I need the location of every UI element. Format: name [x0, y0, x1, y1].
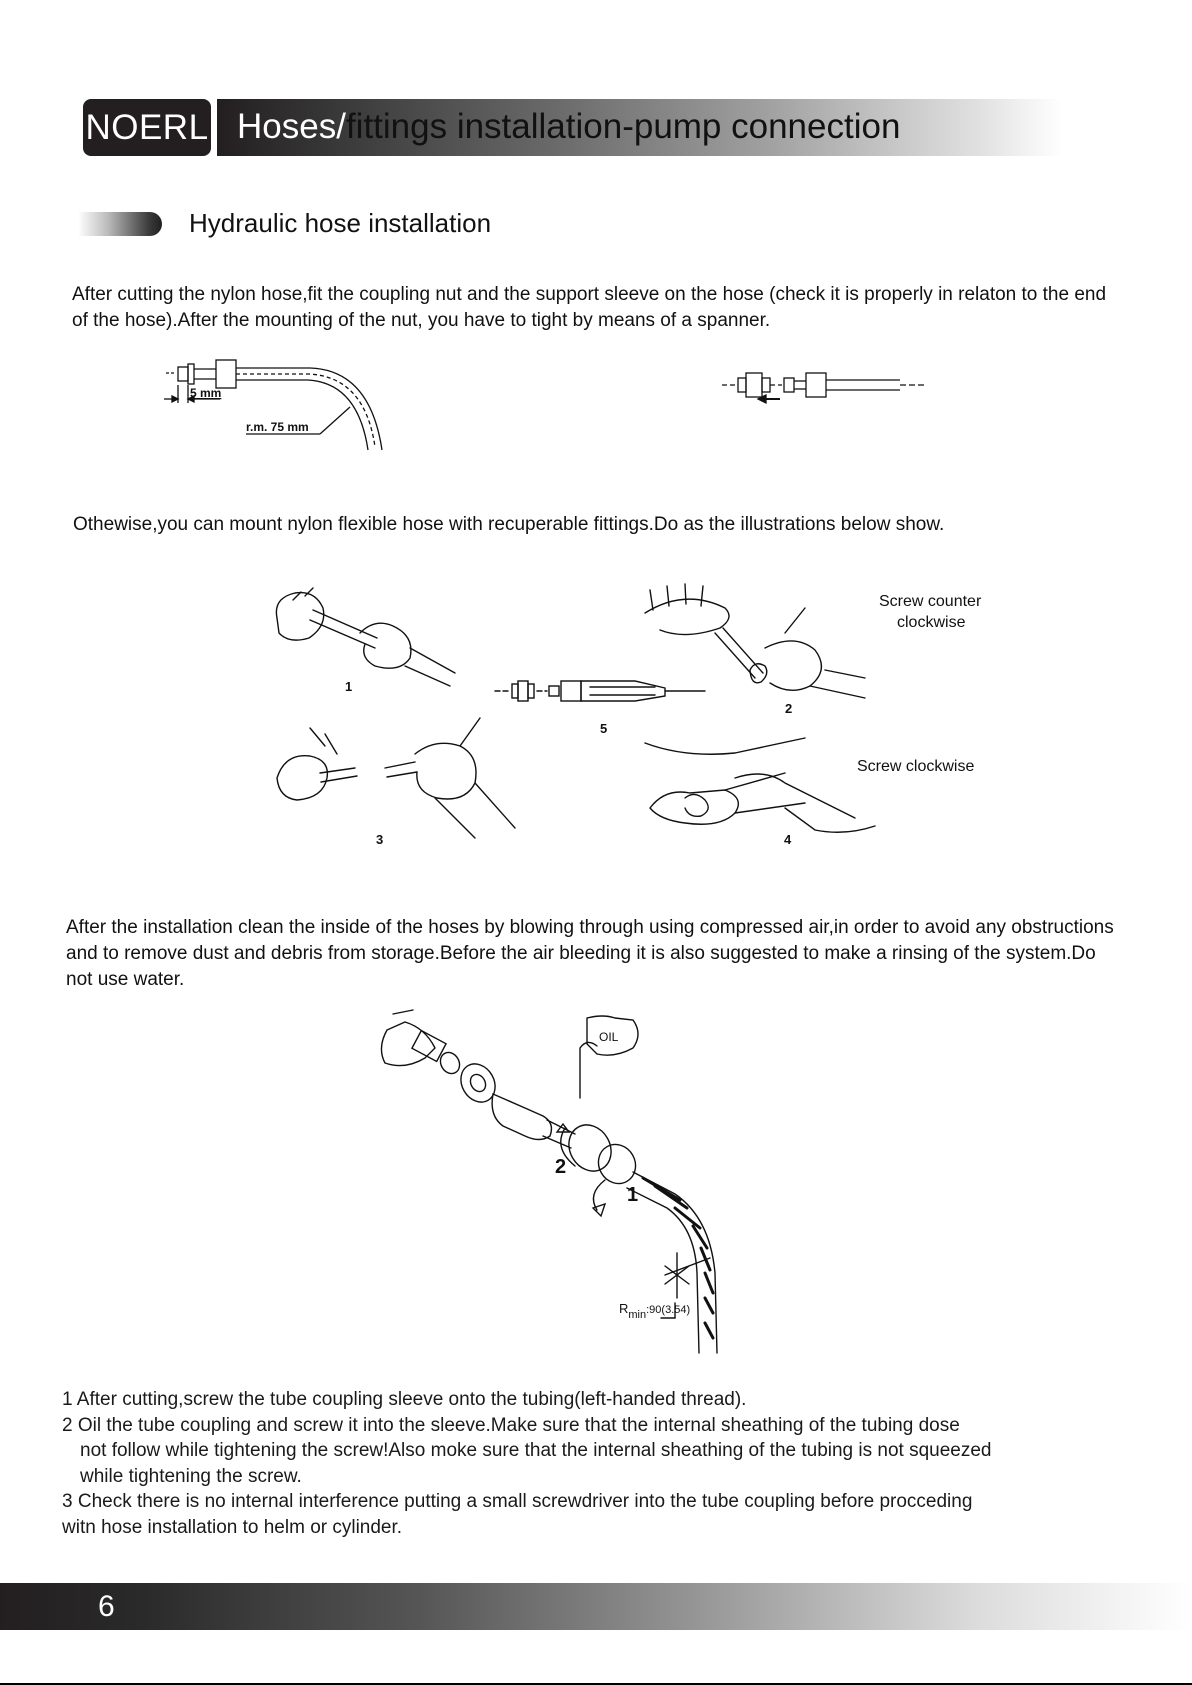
instruction-3a: 3 Check there is no internal interference putting a small screwdriver into the tube coupling before procceding — [62, 1491, 973, 1512]
rmin-label — [619, 1301, 690, 1321]
recuperable-fittings-diagram — [265, 578, 1005, 848]
instruction-3b: witn hose installation to helm or cylinder. — [62, 1516, 403, 1538]
rmin-r: R — [619, 1301, 629, 1316]
paragraph-cutting: After cutting the nylon hose,fit the coupling nut and the support sleeve on the hose (check it is properly in relaton to the end of the hose).After the mounting of the nut, you have to tight by means of a spanner. — [72, 284, 1107, 331]
tube-coupling-diagram — [375, 1008, 795, 1368]
hose-bend-diagram — [160, 355, 400, 455]
note-counter-clockwise-line1: Screw counter — [879, 593, 982, 610]
step-4-label: 4 — [784, 832, 792, 847]
rmin-value: :90(3.54) — [646, 1304, 691, 1316]
fitting-assembly-diagram — [720, 365, 930, 415]
instruction-1: 1 After cutting,screw the tube coupling sleeve onto the tubing(left-handed thread). — [62, 1389, 747, 1410]
paragraph-cleaning: After the installation clean the inside of the hoses by blowing through using compressed air,in order to avoid any obstructions and to remove dust and debris from storage.Before the air bleeding it is also suggested to make a rinsing of the system.Do not use water. — [66, 917, 1114, 990]
note-counter-clockwise-line2: clockwise — [897, 614, 966, 631]
section-title: Hydraulic hose installation — [189, 208, 492, 238]
footer-bar — [0, 1583, 1192, 1630]
instruction-list — [62, 1387, 1142, 1540]
brand-logo: NOERL — [83, 99, 211, 156]
step-5-label: 5 — [600, 721, 608, 736]
page-number: 6 — [98, 1590, 115, 1623]
dim-radius-label: r.m. 75 mm — [246, 420, 309, 434]
page-title — [237, 104, 900, 150]
paragraph-alternative: Othewise,you can mount nylon flexible hose with recuperable fittings.Do as the illustrations below show. — [73, 514, 945, 535]
page-title-rest: fittings installation-pump connection — [345, 107, 901, 146]
oil-label: OIL — [599, 1030, 619, 1044]
instruction-2b: not follow while tightening the screw!Also moke sure that the internal sheathing of the tubing is not squeezed — [80, 1440, 992, 1461]
coupling-step-2-label: 2 — [555, 1156, 567, 1178]
rmin-subscript: min — [628, 1309, 647, 1321]
section-marker — [78, 212, 162, 236]
instruction-2a: 2 Oil the tube coupling and screw it into the sleeve.Make sure that the internal sheathing of the tubing dose — [62, 1414, 960, 1436]
coupling-step-1-label: 1 — [627, 1184, 639, 1206]
note-clockwise: Screw clockwise — [857, 758, 975, 775]
page-title-lead: Hoses/ — [237, 107, 346, 146]
step-1-label: 1 — [345, 679, 353, 694]
instruction-2c: while tightening the screw. — [80, 1465, 302, 1487]
step-3-label: 3 — [376, 832, 384, 847]
step-2-label: 2 — [785, 701, 793, 716]
dim-5mm-label: 5 mm — [190, 386, 222, 400]
